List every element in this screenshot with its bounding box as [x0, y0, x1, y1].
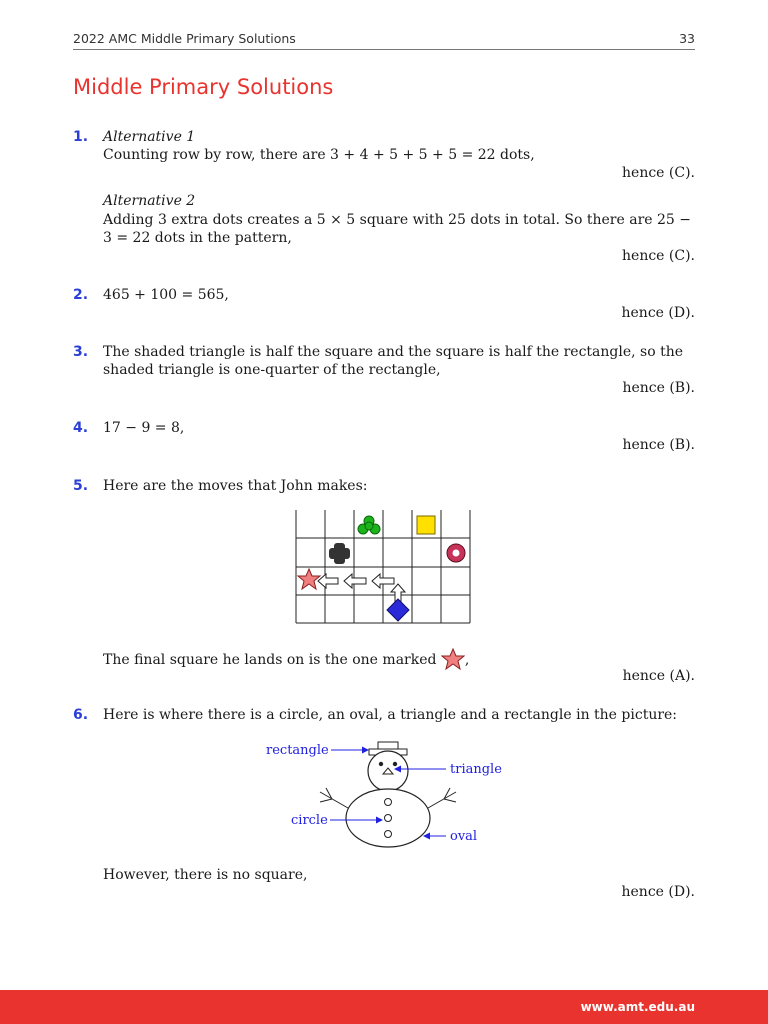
solution-text: Here are the moves that John makes:	[103, 478, 368, 494]
solution-text: Here is where there is a circle, an oval, a triangle and a rectangle in the picture:	[103, 707, 678, 723]
footer-url[interactable]: www.amt.edu.au	[580, 1000, 695, 1014]
pink-star-icon	[298, 569, 320, 589]
solution-number: 3.	[73, 344, 89, 360]
solution-number: 4.	[73, 420, 89, 436]
answer-text: hence (A).	[622, 668, 695, 684]
label-circle: circle	[291, 813, 328, 828]
label-triangle: triangle	[450, 762, 502, 777]
page-title: Middle Primary Solutions	[73, 75, 334, 99]
answer-text: hence (D).	[621, 884, 695, 900]
solution-text: However, there is no square,	[103, 867, 308, 883]
left-arrow-icon	[318, 574, 338, 588]
button-circle	[385, 815, 392, 822]
snowman-diagram	[262, 736, 512, 854]
page-number: 33	[679, 31, 695, 46]
hat-top-rect	[378, 742, 398, 749]
button-circle	[385, 831, 392, 838]
solution-number: 5.	[73, 478, 89, 494]
answer-text: hence (C).	[622, 165, 695, 181]
answer-text: hence (C).	[622, 248, 695, 264]
yellow-square-icon	[417, 516, 435, 534]
punctuation: ,	[464, 652, 470, 668]
pink-star-icon	[441, 648, 465, 670]
grid-lines	[296, 510, 470, 623]
solution-number: 6.	[73, 707, 89, 723]
solution-number: 1.	[73, 129, 89, 145]
black-cross-icon	[329, 543, 350, 564]
solution-text: Counting row by row, there are 3 + 4 + 5 + 5 + 5 = 22 dots,	[103, 147, 535, 163]
solution-number: 2.	[73, 287, 89, 303]
solution-text: Adding 3 extra dots creates a 5 × 5 square with 25 dots in total. So there are 25 − 3 = 22 dots in the pattern,	[103, 212, 691, 246]
pink-ring-icon	[447, 544, 465, 562]
page-header	[73, 31, 695, 50]
solution-text: 465 + 100 = 565,	[103, 287, 229, 303]
green-clover-icon	[358, 516, 380, 534]
final-square-text: The final square he lands on is the one marked	[103, 652, 437, 668]
answer-text: hence (B).	[622, 380, 695, 396]
page-footer	[0, 990, 768, 1024]
answer-text: hence (B).	[622, 437, 695, 453]
button-circle	[385, 799, 392, 806]
label-rectangle: rectangle	[266, 743, 329, 758]
moves-grid-diagram	[292, 506, 474, 626]
solution-text	[103, 648, 695, 670]
eye-dot	[393, 762, 397, 766]
solution-text: The shaded triangle is half the square and the square is half the rectangle, so the shaded triangle is one-quarter of the rectangle,	[103, 344, 684, 378]
left-arrow-icon	[344, 574, 366, 588]
header-title: 2022 AMC Middle Primary Solutions	[73, 31, 296, 46]
label-oval: oval	[450, 829, 478, 844]
answer-text: hence (D).	[621, 305, 695, 321]
eye-dot	[379, 762, 383, 766]
solution-text: 17 − 9 = 8,	[103, 420, 185, 436]
blue-diamond-icon	[387, 599, 409, 621]
alternative-heading: Alternative 2	[103, 193, 196, 209]
alternative-heading: Alternative 1	[103, 129, 196, 145]
